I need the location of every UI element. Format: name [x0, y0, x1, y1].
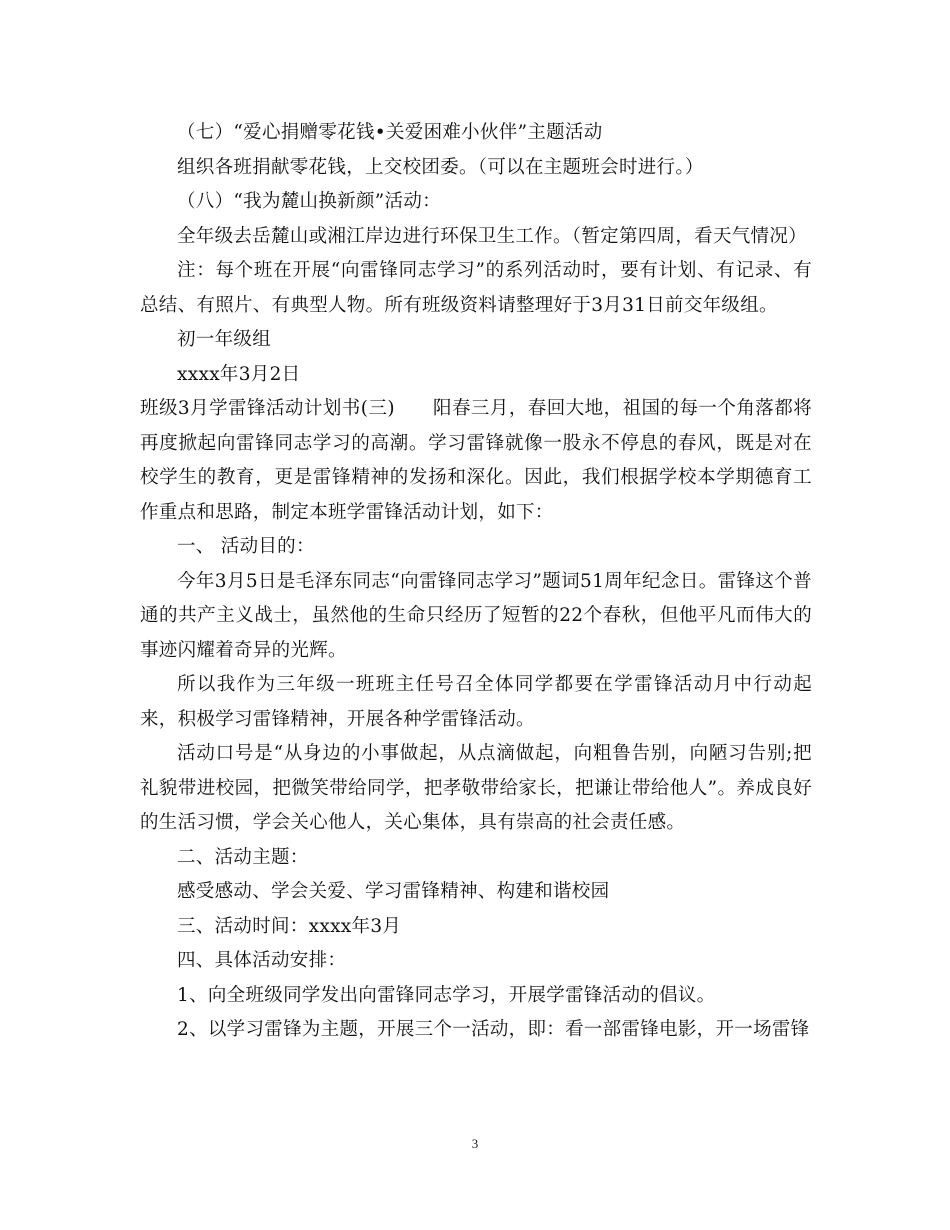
paragraph: 组织各班捐献零花钱，上交校团委。（可以在主题班会时进行。）: [177, 156, 704, 178]
paragraph: 所以我作为三年级一班班主任号召全体同学都要在学雷锋活动月中行动起来，积极学习雷锋精神，开展各种学雷锋活动。: [140, 674, 812, 730]
section-heading-arrangement: 四、具体活动安排：: [177, 950, 347, 971]
paragraph: 全年级去岳麓山或湘江岸边进行环保卫生工作。（暂定第四周，看天气情况）: [177, 225, 807, 247]
page-number: 3: [471, 1136, 479, 1151]
document-body: [140, 116, 812, 1048]
paragraph: 今年3月5日是毛泽东同志“向雷锋同志学习”题词51周年纪念日。雷锋这个普通的共产主义战士，虽然他的生命只经历了短暂的22个春秋，但他平凡而伟大的事迹闪耀着奇异的光辉。: [140, 570, 812, 661]
list-item: 1、向全班级同学发出向雷锋同志学习，开展学雷锋活动的倡议。: [177, 984, 716, 1006]
section-heading-theme: 二、活动主题：: [177, 846, 309, 868]
section-title-paragraph: 班级3月学雷锋活动计划书(三) 阳春三月，春回大地，祖国的每一个角落都将再度掀起向雷锋同志学习的高潮。学习雷锋就像一股永不停息的春风，既是对在校学生的教育，更是雷锋精神的发扬和深化。因此，我们根据学校本学期德育工作重点和思路，制定本班学雷锋活动计划，如下：: [140, 398, 812, 523]
section-heading-time: 三、活动时间：xxxx年3月: [177, 915, 402, 937]
list-item: 2、以学习雷锋为主题，开展三个一活动，即：看一部雷锋电影，开一场雷锋: [177, 1019, 810, 1040]
note-paragraph: 注：每个班在开展“向雷锋同志学习”的系列活动时，要有计划、有记录、有总结、有照片、有典型人物。所有班级资料请整理好于3月31日前交年级组。: [140, 260, 812, 316]
paragraph: 感受感动、学会关爱、学习雷锋精神、构建和谐校园: [177, 881, 610, 902]
paragraph-7-heading: （七）“爱心捐赠零花钱•关爱困难小伙伴”主题活动: [177, 122, 603, 143]
signature-org: 初一年级组: [177, 329, 272, 350]
slogan-paragraph: 活动口号是“从身边的小事做起，从点滴做起，向粗鲁告别，向陋习告别;把礼貌带进校园，把微笑带给同学，把孝敬带给家长，把谦让带给他人”。养成良好的生活习惯，学会关心他人，关心集体，具有崇高的社会责任感。: [140, 743, 812, 833]
section-heading-purpose: 一、 活动目的：: [177, 536, 315, 557]
paragraph-8-heading: （八）“我为麓山换新颜”活动：: [177, 191, 441, 212]
signature-date: xxxx年3月2日: [177, 363, 301, 385]
